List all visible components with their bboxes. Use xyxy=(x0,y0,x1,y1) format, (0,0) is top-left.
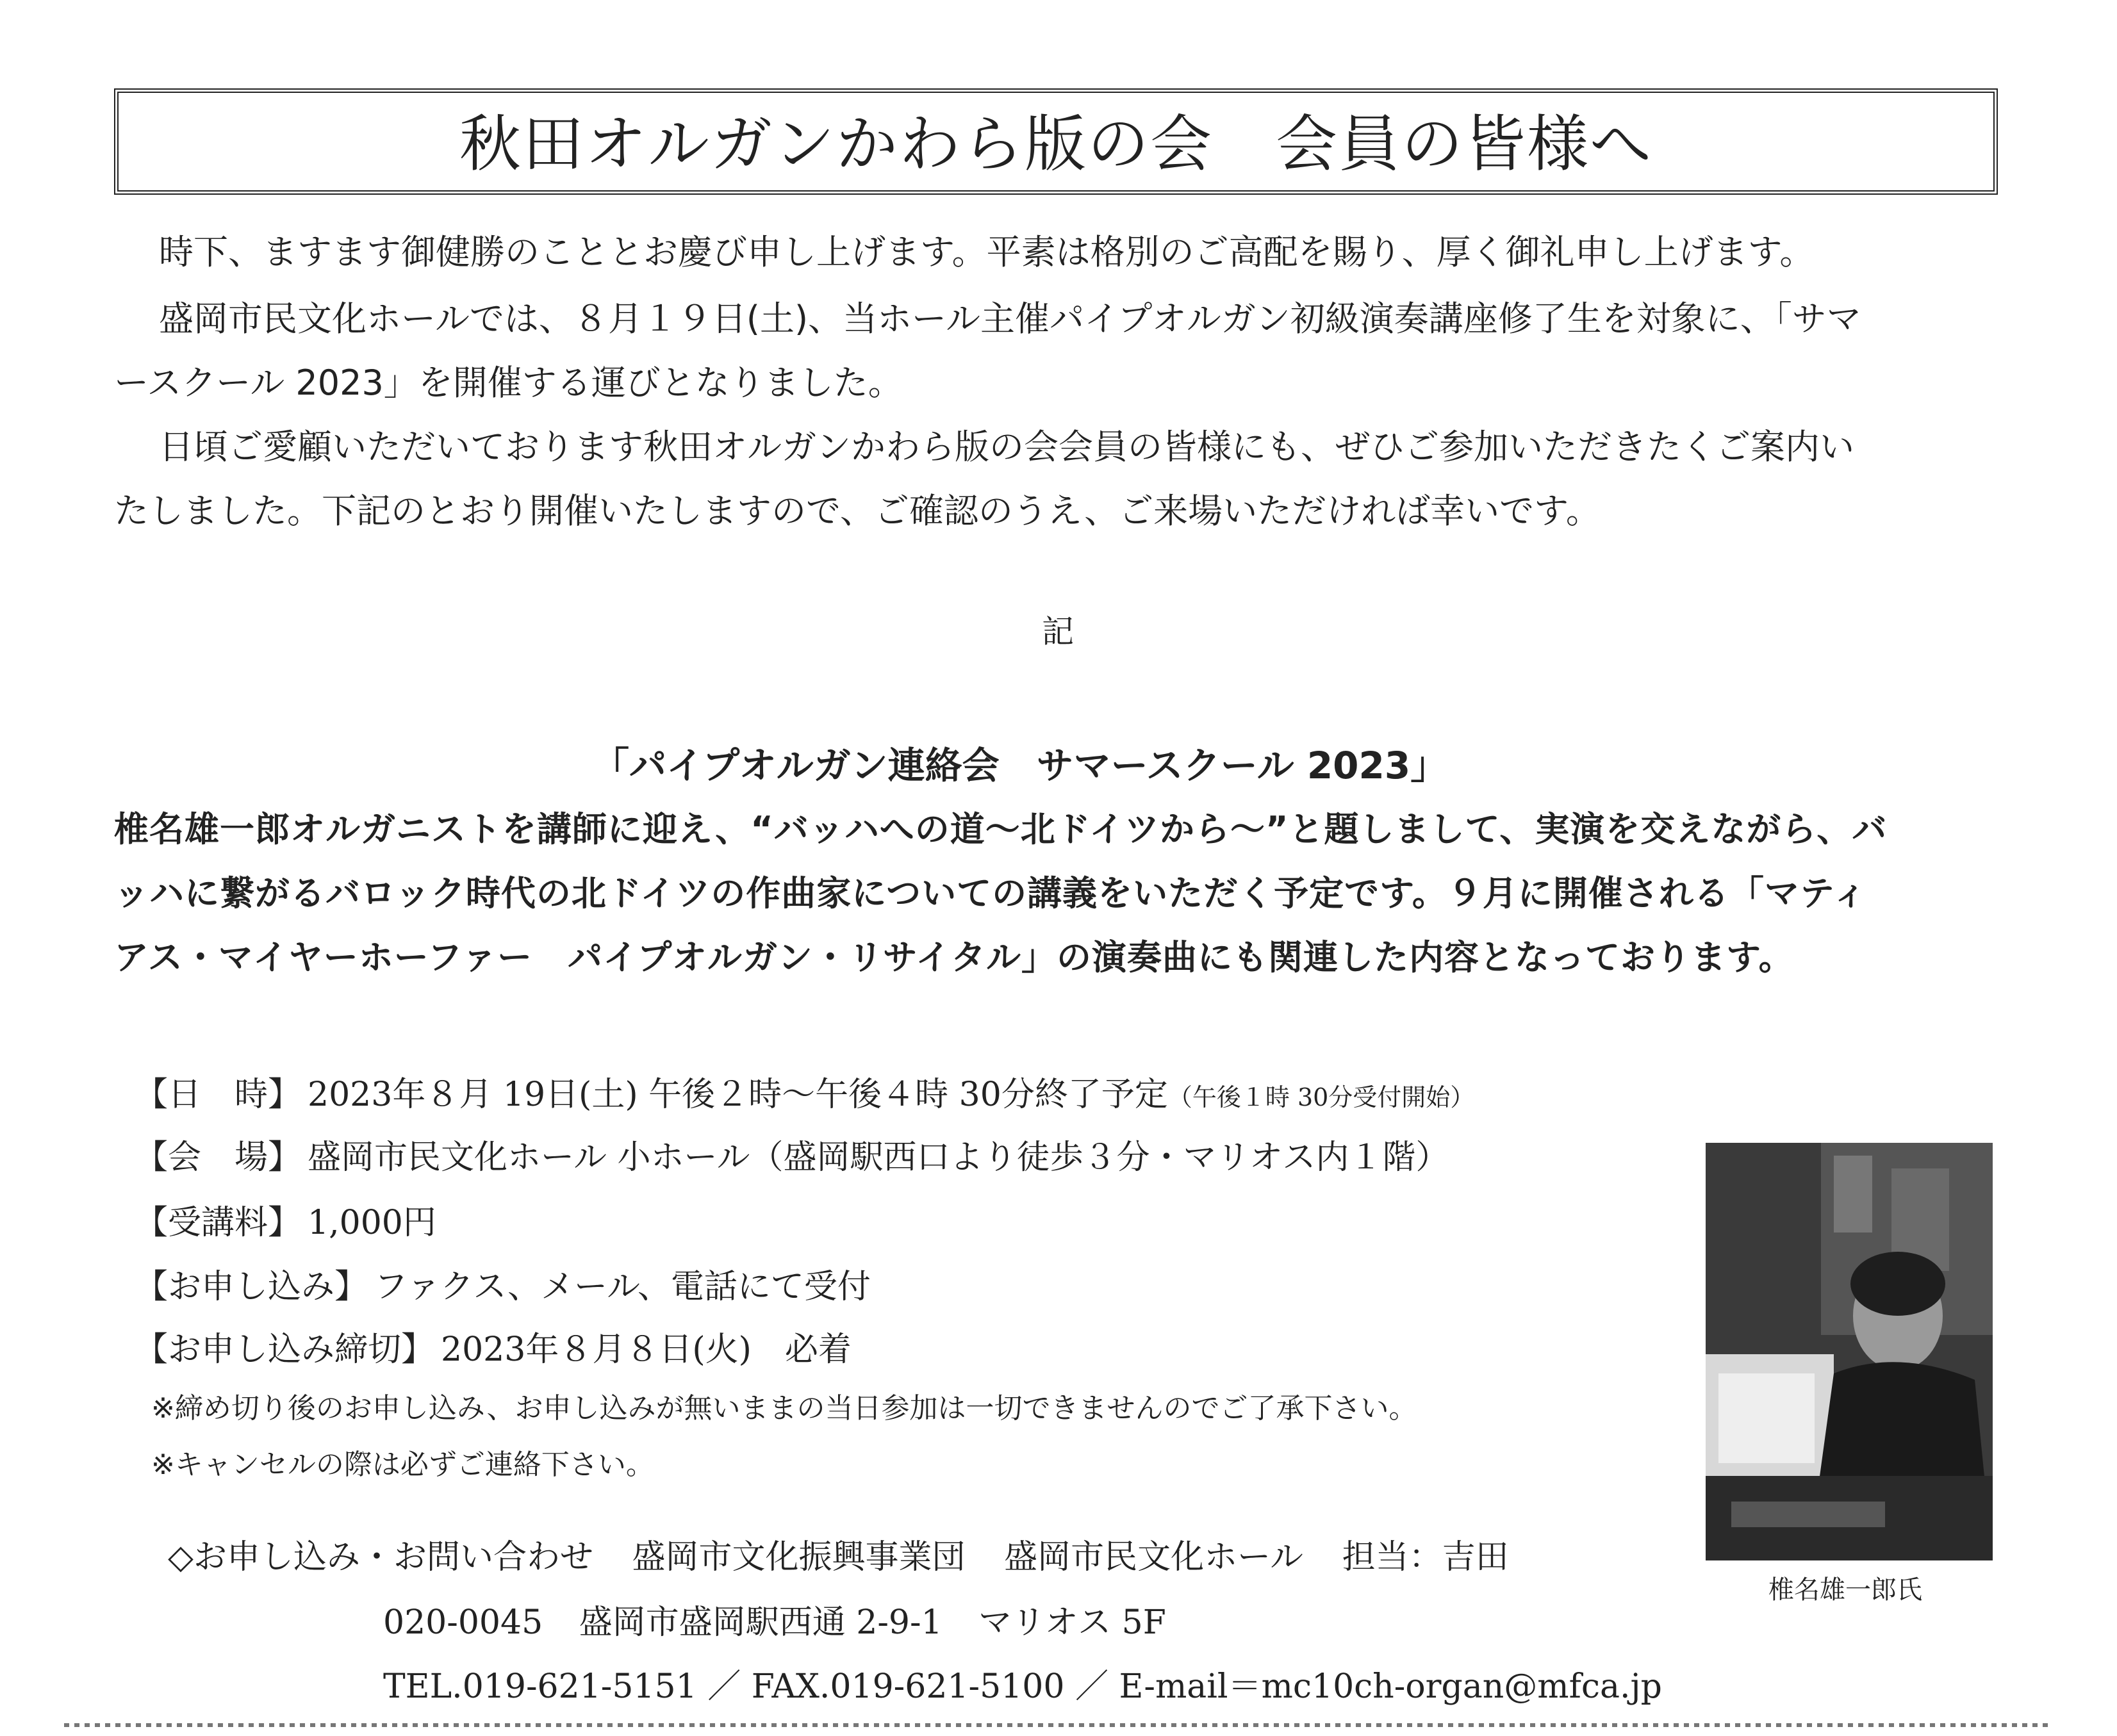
organist-photo xyxy=(1706,1143,1993,1560)
event-title: 「パイプオルガン連絡会 サマースクール 2023」 xyxy=(592,744,1448,787)
title-box xyxy=(114,88,1998,195)
info-date-note: （午後１時 30分受付開始） xyxy=(1167,1083,1475,1111)
contact-person: 担当：吉田 xyxy=(1342,1538,1509,1576)
info-date-row xyxy=(135,1067,1474,1115)
info-deadline-label: 【お申し込み締切】 xyxy=(135,1331,435,1369)
contact-heading: ◇お申し込み・お問い合わせ xyxy=(168,1538,593,1576)
note-deadline-policy: ※締め切り後のお申し込み、お申し込みが無いままの当日参加は一切できませんのでご了承下さい。 xyxy=(151,1392,1417,1425)
fax-number: FAX.019-621-5100 xyxy=(751,1667,1065,1706)
email-address[interactable]: E-mail＝mc10ch-organ@mfca.jp xyxy=(1119,1667,1662,1706)
separator: ／ xyxy=(1075,1667,1108,1706)
building: マリオス 5F xyxy=(978,1603,1166,1642)
info-deadline-value: 2023年８月８日(火) 必着 xyxy=(441,1331,852,1369)
info-fee-row xyxy=(135,1195,436,1243)
organist-photo-image xyxy=(1706,1143,1993,1560)
note-cancel-policy: ※キャンセルの際は必ずご連絡下さい。 xyxy=(151,1448,654,1481)
event-description-line-2: ッハに繋がるバロック時代の北ドイツの作曲家についての講義をいただく予定です。９月に開催される「マティ xyxy=(114,873,1868,913)
info-deadline-row xyxy=(135,1322,852,1370)
info-venue-label: 【会 場】 xyxy=(135,1138,302,1177)
intro-paragraph-1: 時下、ますます御健勝のこととお慶び申し上げます。平素は格別のご高配を賜り、厚く御礼申し上げます。 xyxy=(159,232,1815,272)
contact-hall: 盛岡市民文化ホール xyxy=(1004,1538,1304,1576)
photo-caption: 椎名雄一郎氏 xyxy=(1768,1575,1922,1605)
intro-paragraph-2-line-2: ースクール 2023」を開催する運びとなりました。 xyxy=(114,363,903,403)
address-line xyxy=(383,1595,1192,1643)
info-venue-row xyxy=(135,1130,1449,1178)
info-venue-value: 盛岡市民文化ホール 小ホール（盛岡駅西口より徒歩３分・マリオス内１階） xyxy=(308,1138,1449,1177)
info-date-value: 2023年８月 19日(土) 午後２時～午後４時 30分終了予定 xyxy=(308,1076,1168,1114)
contact-line xyxy=(168,1530,1537,1578)
separator: ／ xyxy=(707,1667,741,1706)
contact-org: 盛岡市文化振興事業団 xyxy=(632,1538,966,1576)
info-apply-row xyxy=(135,1259,871,1307)
street-address: 盛岡市盛岡駅西通 2-9-1 xyxy=(579,1603,943,1642)
page-title: 秋田オルガンかわら版の会 会員の皆様へ xyxy=(459,108,1652,180)
tel-number: TEL.019-621-5151 xyxy=(383,1667,697,1706)
phone-line xyxy=(383,1659,1662,1707)
bottom-border xyxy=(64,1723,2050,1727)
intro-paragraph-2-line-1: 盛岡市民文化ホールでは、８月１９日(土)、当ホール主催パイプオルガン初級演奏講座修了生を対象に、「サマ xyxy=(159,299,1861,339)
postal-code: 020-0045 xyxy=(383,1603,543,1642)
event-description-line-1: 椎名雄一郎オルガニストを講師に迎え、“バッハへの道～北ドイツから～”と題しまして、実演を交えながら、バ xyxy=(114,809,1888,849)
info-fee-label: 【受講料】 xyxy=(135,1204,302,1242)
info-apply-label: 【お申し込み】 xyxy=(135,1268,368,1306)
intro-paragraph-3-line-1: 日頃ご愛顧いただいております秋田オルガンかわら版の会会員の皆様にも、ぜひご参加いただきたくご案内い xyxy=(159,427,1854,467)
info-fee-value: 1,000円 xyxy=(308,1204,436,1242)
info-date-label: 【日 時】 xyxy=(135,1076,302,1114)
intro-paragraph-3-line-2: たしました。下記のとおり開催いたしますので、ご確認のうえ、ご来場いただければ幸いです。 xyxy=(114,491,1601,531)
info-apply-value: ファクス、メール、電話にて受付 xyxy=(374,1268,871,1306)
ki-heading: 記 xyxy=(1042,613,1074,650)
event-description-line-3: アス・マイヤーホーファー パイプオルガン・リサイタル」の演奏曲にも関連した内容となっております。 xyxy=(114,937,1794,978)
